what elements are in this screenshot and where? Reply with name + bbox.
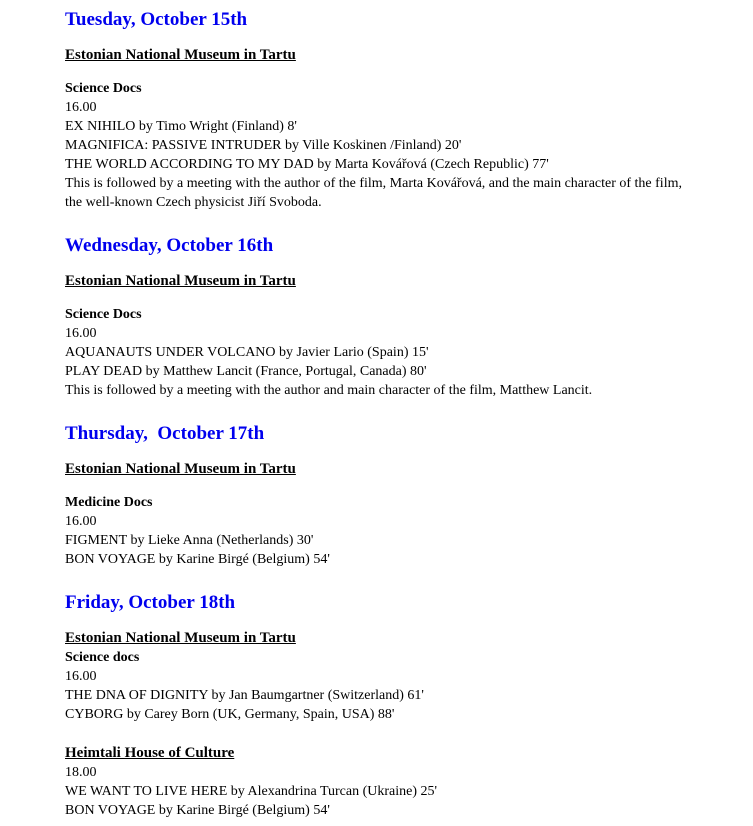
- screening-time: 16.00: [65, 100, 97, 115]
- venue-name: Estonian National Museum in Tartu: [65, 273, 296, 289]
- program-title: Science Docs: [65, 307, 142, 322]
- day-heading: Tuesday, October 15th: [65, 9, 248, 30]
- program-title: Science Docs: [65, 81, 142, 96]
- film-entry: WE WANT TO LIVE HERE by Alexandrina Turcan (Ukraine) 25': [65, 784, 438, 799]
- screening-time: 16.00: [65, 326, 97, 341]
- day-heading: Friday, October 18th: [65, 592, 236, 613]
- film-entry: BON VOYAGE by Karine Birgé (Belgium) 54': [65, 803, 330, 818]
- screening-time: 16.00: [65, 514, 97, 529]
- film-entry: THE WORLD ACCORDING TO MY DAD by Marta Kovářová (Czech Republic) 77': [65, 157, 549, 172]
- film-entry: CYBORG by Carey Born (UK, Germany, Spain, USA) 88': [65, 707, 395, 722]
- film-entry: THE DNA OF DIGNITY by Jan Baumgartner (Switzerland) 61': [65, 688, 424, 703]
- film-entry: PLAY DEAD by Matthew Lancit (France, Portugal, Canada) 80': [65, 364, 427, 379]
- day-heading: Thursday, October 17th: [65, 423, 265, 444]
- film-entry: BON VOYAGE by Karine Birgé (Belgium) 54': [65, 552, 330, 567]
- day-heading: Wednesday, October 16th: [65, 235, 274, 256]
- screening-time: 16.00: [65, 669, 97, 684]
- venue-name: Estonian National Museum in Tartu: [65, 461, 296, 477]
- screening-time: 18.00: [65, 765, 97, 780]
- film-entry: MAGNIFICA: PASSIVE INTRUDER by Ville Koskinen /Finland) 20': [65, 138, 462, 153]
- venue-name: Estonian National Museum in Tartu: [65, 47, 296, 63]
- screening-note: This is followed by a meeting with the author of the film, Marta Kovářová, and the main character of the film, the well-known Czech physicist Jiří Svoboda.: [65, 176, 682, 210]
- venue-name: Heimtali House of Culture: [65, 745, 235, 761]
- program-title: Medicine Docs: [65, 495, 153, 510]
- venue-name: Estonian National Museum in Tartu: [65, 630, 296, 646]
- program-title: Science docs: [65, 650, 140, 665]
- film-entry: EX NIHILO by Timo Wright (Finland) 8': [65, 119, 297, 134]
- screening-note: This is followed by a meeting with the author and main character of the film, Matthew Lancit.: [65, 383, 593, 398]
- film-entry: AQUANAUTS UNDER VOLCANO by Javier Lario (Spain) 15': [65, 345, 429, 360]
- film-entry: FIGMENT by Lieke Anna (Netherlands) 30': [65, 533, 314, 548]
